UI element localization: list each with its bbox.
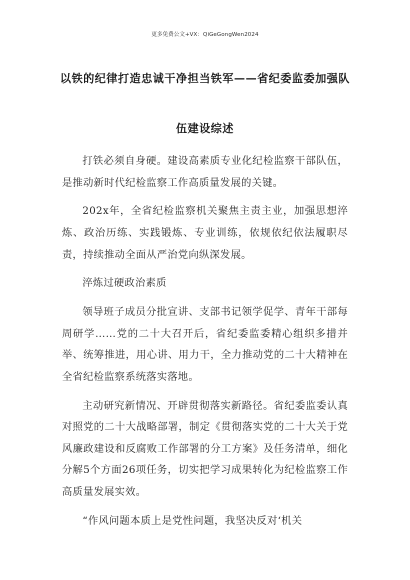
paragraph: 领导班子成员分批宣讲、支部书记领学促学、青年干部每周研学……党的二十大召开后，省纪委监委精心组织多措并举、统筹推进，用心讲、用力干，全力推动党的二十大精神在全省纪检监察系统落实落地。 [62,307,348,383]
paragraph: 打铁必须自身硬。建设高素质专业化纪检监察干部队伍，是推动新时代纪检监察工作高质量发展的关键。 [62,156,348,189]
document-title: 以铁的纪律打造忠诚干净担当铁军——省纪委监委加强队 [60,72,350,85]
page-header: 更多免费公文+VX：QiGeGongWen2024 [151,32,259,38]
paragraph: 202x年，全省纪检监察机关聚焦主责主业，加强思想淬炼、政治历练、实践锻炼、专业训练，依规依纪依法履职尽责，持续推动全面从严治党向纵深发展。 [62,206,348,261]
document-body [62,151,348,540]
section-heading: 淬炼过硬政治素质 [82,278,167,290]
paragraph: 主动研究新情况、开辟贯彻落实新路径。省纪委监委认真对照党的二十大战略部署，制定《贯彻落实党的二十大关于党风廉政建设和反腐败工作部署的分工方案》及任务清单，细化分解5个方面26项任务，切实把学习成果转化为纪检监察工作高质量发展实效。 [62,400,348,499]
paragraph: “作风问题本质上是党性问题，我坚决反对‘机关 [82,515,303,527]
document-title-continued: 伍建设综述 [176,122,234,135]
